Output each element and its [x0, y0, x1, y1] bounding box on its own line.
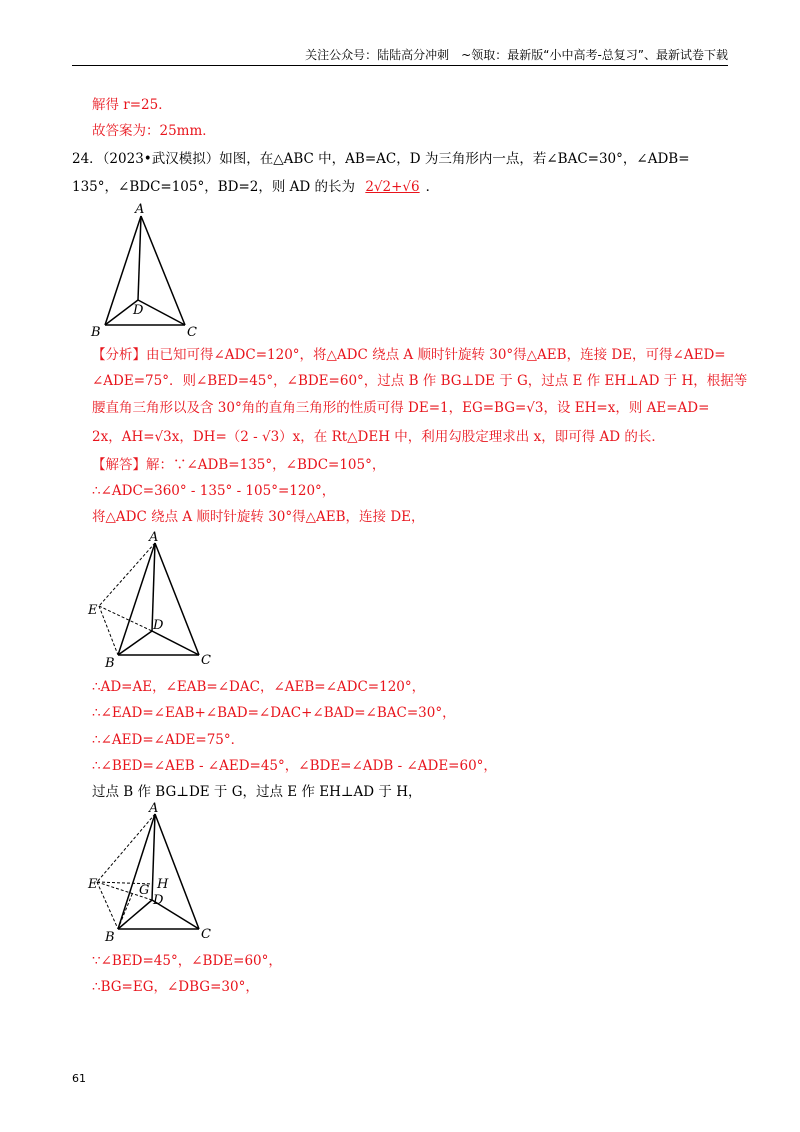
- solution-line-3: 将△ADC 绕点 A 顺时针旋转 30°得△AEB，连接 DE，: [92, 509, 425, 525]
- label-b: B: [105, 930, 115, 945]
- label-a: A: [149, 530, 159, 545]
- solution-line-4: ∴AD=AE，∠EAB=∠DAC，∠AEB=∠ADC=120°，: [92, 679, 426, 695]
- question-line-2-text: 135°，∠BDC=105°，BD=2，则 AD 的长为: [72, 179, 356, 195]
- answer-blank: 2√2+√6: [365, 179, 420, 195]
- label-b: B: [91, 325, 101, 340]
- label-c: C: [201, 927, 211, 942]
- figure-triangle-abc: [85, 200, 215, 340]
- page-header: 关注公众号：陆陆高分冲刺 ~领取：最新版“小中高考-总复习”、最新试卷下载: [72, 47, 728, 66]
- solution-line-1: 【解答】解：∵∠ADB=135°，∠BDC=105°，: [92, 457, 386, 473]
- label-d: D: [153, 618, 164, 633]
- label-e: E: [88, 603, 98, 618]
- label-c: C: [201, 653, 211, 668]
- label-g: G: [139, 883, 150, 898]
- label-a: A: [135, 202, 145, 217]
- label-a: A: [149, 802, 159, 816]
- figure-rotation: [85, 528, 220, 673]
- label-d: D: [153, 893, 164, 908]
- label-b: B: [105, 656, 115, 671]
- solution-line-6: ∴∠AED=∠ADE=75°．: [92, 732, 245, 748]
- analysis-line-1: 【分析】由已知可得∠ADC=120°，将△ADC 绕点 A 顺时针旋转 30°得△AEB，连接 DE，可得∠AED=: [92, 347, 726, 363]
- solution-line-r: 解得 r=25．: [92, 97, 172, 113]
- label-d: D: [133, 303, 144, 318]
- analysis-line-2: ∠ADE=75°．则∠BED=45°，∠BDE=60°，过点 B 作 BG⊥DE 于 G，过点 E 作 EH⊥AD 于 H，根据等: [92, 373, 748, 389]
- analysis-line-4: 2x，AH=√3x，DH=（2 - √3）x，在 Rt△DEH 中，利用勾股定理求出 x，即可得 AD 的长．: [92, 429, 665, 445]
- analysis-line-3: 腰直角三角形以及含 30°角的直角三角形的性质可得 DE=1，EG=BG=√3，设 EH=x，则 AE=AD=: [92, 400, 710, 416]
- page-number: 61: [72, 1072, 86, 1085]
- question-line-1: 24．（2023•武汉模拟）如图，在△ABC 中，AB=AC，D 为三角形内一点，若∠BAC=30°，∠ADB=: [72, 151, 690, 167]
- solution-line-7: ∴∠BED=∠AEB - ∠AED=45°，∠BDE=∠ADB - ∠ADE=60°，: [92, 758, 497, 774]
- label-h: H: [157, 877, 169, 892]
- solution-line-8: 过点 B 作 BG⊥DE 于 G，过点 E 作 EH⊥AD 于 H，: [92, 784, 422, 800]
- question-line-2: 135°，∠BDC=105°，BD=2，则 AD 的长为 2√2+√6 ．: [72, 179, 440, 195]
- label-e: E: [88, 877, 98, 892]
- answer-line-mm: 故答案为：25mm．: [92, 123, 216, 139]
- solution-line-5: ∴∠EAD=∠EAB+∠BAD=∠DAC+∠BAD=∠BAC=30°，: [92, 705, 456, 721]
- solution-line-10: ∴BG=EG，∠DBG=30°，: [92, 979, 259, 995]
- solution-line-9: ∵∠BED=45°，∠BDE=60°，: [92, 953, 282, 969]
- figure-perpendiculars: [85, 802, 220, 947]
- label-c: C: [187, 325, 197, 340]
- solution-line-2: ∴∠ADC=360° - 135° - 105°=120°，: [92, 483, 336, 499]
